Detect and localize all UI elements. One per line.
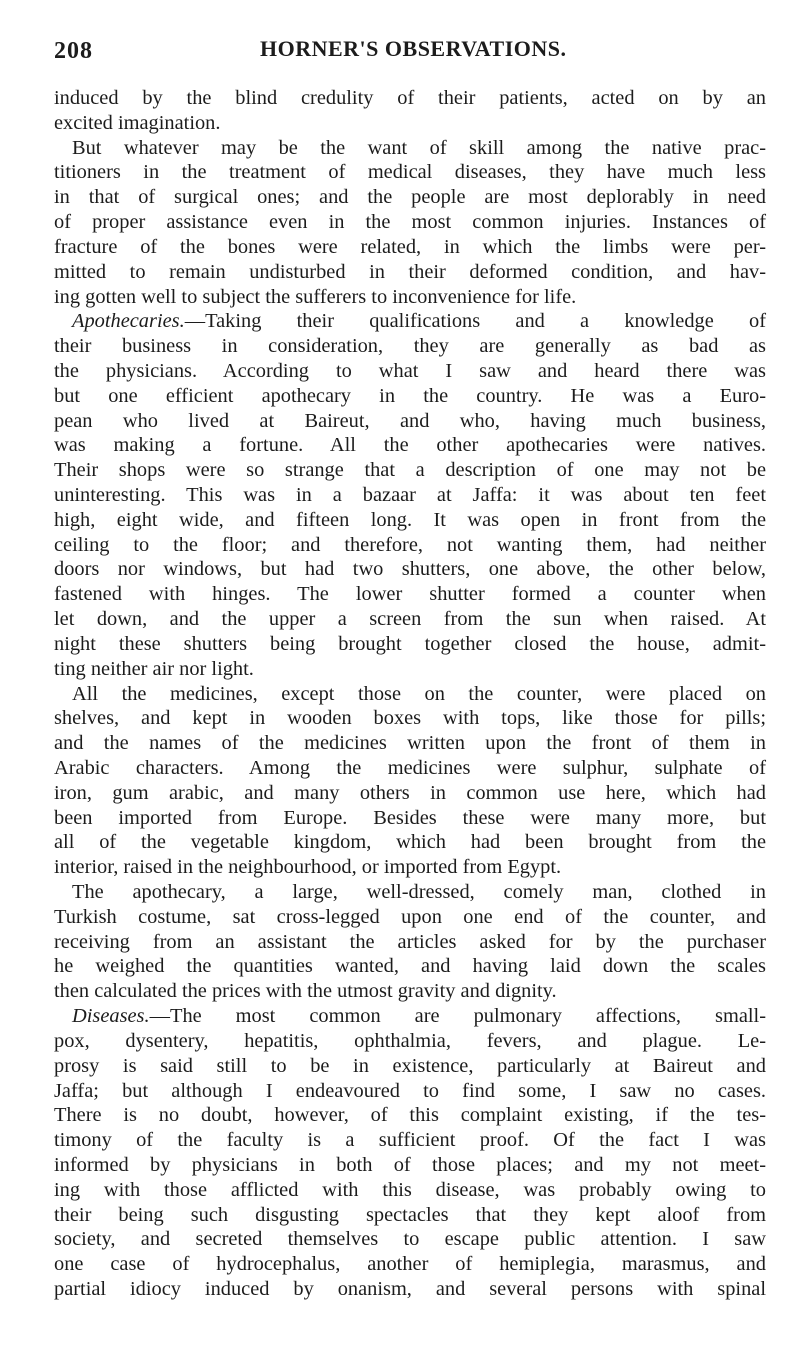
- text-line: [54, 1054, 766, 1079]
- text-line: [54, 136, 766, 161]
- line-text: Arabic characters. Among the medicines were sulphur, sulphate of: [54, 756, 766, 779]
- text-line: [54, 706, 766, 731]
- line-text: timony of the faculty is a sufficient proof. Of the fact I was: [54, 1129, 766, 1152]
- line-text: —The most common are pulmonary affections, small-: [149, 1005, 766, 1028]
- line-text: he weighed the quantities wanted, and having laid down the scales: [54, 955, 766, 978]
- text-line: [54, 582, 766, 607]
- text-line: [54, 433, 766, 458]
- line-text: ceiling to the floor; and therefore, not wanting them, had neither: [54, 533, 766, 556]
- page-number: 208: [54, 38, 93, 64]
- text-line: [54, 359, 766, 384]
- line-text: —Taking their qualifications and a knowledge of: [184, 310, 766, 333]
- text-line: [54, 905, 766, 930]
- line-text: pox, dysentery, hepatitis, ophthalmia, fevers, and plague. Le-: [54, 1029, 766, 1052]
- text-line: [54, 1128, 766, 1153]
- line-text: of proper assistance even in the most common injuries. Instances of: [54, 211, 766, 234]
- running-head: HORNER'S OBSERVATIONS.: [260, 36, 567, 61]
- line-text: their being such disgusting spectacles that they kept aloof from: [54, 1203, 766, 1226]
- text-line: [54, 806, 766, 831]
- text-line: [54, 557, 766, 582]
- text-line: [54, 111, 766, 136]
- text-line: [54, 1079, 766, 1104]
- line-text: high, eight wide, and fifteen long. It was open in front from the: [54, 508, 766, 531]
- line-text: Jaffa; but although I endeavoured to find some, I saw no cases.: [54, 1079, 766, 1102]
- text-line: [54, 409, 766, 434]
- text-line: [54, 1203, 766, 1228]
- text-line: [54, 533, 766, 558]
- line-text: There is no doubt, however, of this complaint existing, if the tes-: [54, 1104, 766, 1127]
- line-text: their business in consideration, they are generally as bad as: [54, 335, 766, 358]
- line-text: ing gotten well to subject the sufferers to inconvenience for life.: [54, 285, 577, 308]
- text-line: [54, 210, 766, 235]
- line-text: partial idiocy induced by onanism, and several persons with spinal: [54, 1278, 766, 1300]
- text-line: [54, 731, 766, 756]
- text-line: [54, 1153, 766, 1178]
- line-text: But whatever may be the want of skill among the native prac-: [72, 136, 766, 159]
- line-text: titioners in the treatment of medical diseases, they have much less: [54, 161, 766, 184]
- text-line: [54, 657, 766, 682]
- line-text: one case of hydrocephalus, another of hemiplegia, marasmus, and: [54, 1253, 766, 1276]
- body-text: [54, 86, 766, 1302]
- text-line: [54, 979, 766, 1004]
- text-line: [54, 1277, 766, 1302]
- line-text: night these shutters being brought together closed the house, admit-: [54, 632, 766, 655]
- text-line: [54, 185, 766, 210]
- text-line: [54, 458, 766, 483]
- line-text: been imported from Europe. Besides these were many more, but: [54, 806, 766, 829]
- text-line: [54, 285, 766, 310]
- section-heading: Apothecaries.: [72, 310, 185, 333]
- line-text: pean who lived at Baireut, and who, having much business,: [54, 409, 766, 432]
- line-text: and the names of the medicines written upon the front of them in: [54, 732, 766, 755]
- text-line: [54, 1227, 766, 1252]
- text-line: [54, 632, 766, 657]
- text-line: [54, 309, 766, 334]
- page-header: [54, 30, 764, 64]
- text-line: [54, 781, 766, 806]
- text-line: [54, 1004, 766, 1029]
- line-text: society, and secreted themselves to escape public attention. I saw: [54, 1228, 766, 1251]
- text-line: [54, 1178, 766, 1203]
- line-text: The apothecary, a large, well-dressed, comely man, clothed in: [72, 881, 766, 903]
- text-line: [54, 1029, 766, 1054]
- text-line: [54, 1103, 766, 1128]
- line-text: then calculated the prices with the utmost gravity and dignity.: [54, 980, 557, 1003]
- line-text: uninteresting. This was in a bazaar at Jaffa: it was about ten feet: [54, 484, 766, 506]
- line-text: shelves, and kept in wooden boxes with tops, like those for pills;: [54, 707, 766, 730]
- line-text: induced by the blind credulity of their patients, acted on by an: [54, 87, 766, 109]
- line-text: ing with those afflicted with this disease, was probably owing to: [54, 1178, 766, 1201]
- text-line: [54, 954, 766, 979]
- text-line: [54, 384, 766, 409]
- line-text: fastened with hinges. The lower shutter formed a counter when: [54, 583, 766, 606]
- text-line: [54, 682, 766, 707]
- line-text: receiving from an assistant the articles asked for by the purchaser: [54, 930, 766, 953]
- line-text: but one efficient apothecary in the country. He was a Euro-: [54, 384, 766, 407]
- text-line: [54, 160, 766, 185]
- line-text: Their shops were so strange that a description of one may not be: [54, 459, 766, 482]
- text-line: [54, 855, 766, 880]
- text-line: [54, 830, 766, 855]
- line-text: all of the vegetable kingdom, which had been brought from the: [54, 831, 766, 854]
- line-text: All the medicines, except those on the counter, were placed on: [72, 682, 766, 705]
- line-text: in that of surgical ones; and the people are most deplorably in need: [54, 186, 766, 209]
- text-line: [54, 880, 766, 905]
- line-text: interior, raised in the neighbourhood, or imported from Egypt.: [54, 856, 562, 879]
- line-text: prosy is said still to be in existence, particularly at Baireut and: [54, 1054, 766, 1077]
- text-line: [54, 260, 766, 285]
- text-line: [54, 607, 766, 632]
- text-line: [54, 483, 766, 508]
- text-line: [54, 756, 766, 781]
- line-text: ting neither air nor light.: [54, 657, 254, 680]
- line-text: the physicians. According to what I saw and heard there was: [54, 359, 766, 382]
- line-text: iron, gum arabic, and many others in common use here, which had: [54, 781, 766, 804]
- line-text: was making a fortune. All the other apothecaries were natives.: [54, 434, 766, 457]
- text-line: [54, 1252, 766, 1277]
- line-text: let down, and the upper a screen from the sun when raised. At: [54, 608, 766, 631]
- line-text: excited imagination.: [54, 111, 221, 134]
- line-text: doors nor windows, but had two shutters, one above, the other below,: [54, 558, 766, 581]
- line-text: mitted to remain undisturbed in their deformed condition, and hav-: [54, 260, 766, 283]
- text-line: [54, 930, 766, 955]
- text-line: [54, 508, 766, 533]
- line-text: fracture of the bones were related, in which the limbs were per-: [54, 235, 766, 258]
- section-heading: Diseases.: [72, 1005, 150, 1028]
- text-line: [54, 334, 766, 359]
- line-text: informed by physicians in both of those places; and my not meet-: [54, 1153, 766, 1176]
- text-line: [54, 235, 766, 260]
- line-text: Turkish costume, sat cross-legged upon one end of the counter, and: [54, 905, 766, 928]
- text-line: [54, 86, 766, 111]
